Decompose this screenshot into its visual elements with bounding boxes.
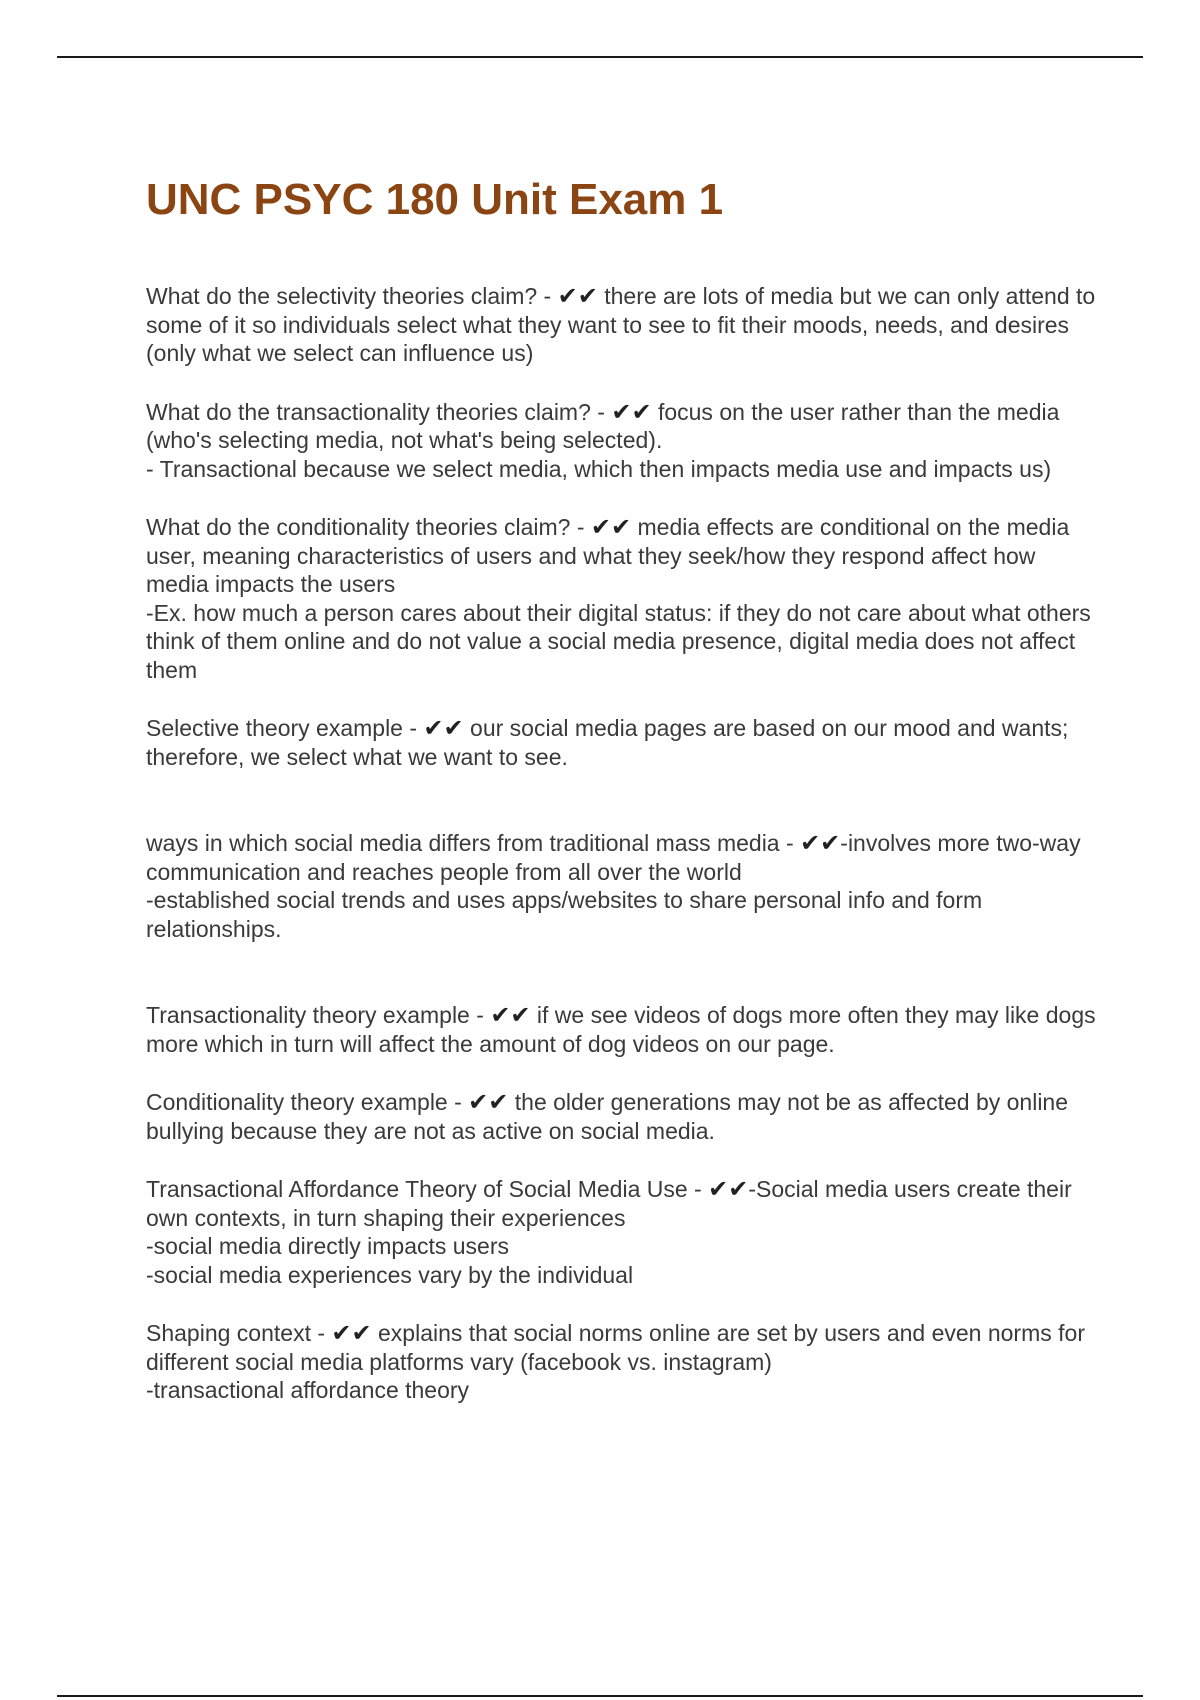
separator: - — [537, 283, 558, 309]
double-check-icon: ✔✔ — [423, 714, 464, 742]
flashcard-entry — [146, 1001, 1096, 1058]
separator: - — [447, 1089, 469, 1115]
document-body — [146, 170, 1096, 1405]
document-title: UNC PSYC 180 Unit Exam 1 — [146, 175, 724, 224]
answer-text: our social media pages are based on our mood and wants; therefore, we select what we want to see. — [146, 715, 1069, 770]
flashcard-entry — [146, 829, 1096, 943]
answer-text: if we see videos of dogs more often they may like dogs more which in turn will affect the amount of dog videos on our page. — [146, 1002, 1096, 1057]
double-check-icon: ✔✔ — [331, 1319, 372, 1347]
answer-line: -Ex. how much a person cares about their digital status: if they do not care about what others think of them online and do not value a social media presence, digital media does not affect them — [146, 599, 1091, 683]
double-check-icon: ✔✔ — [611, 397, 652, 426]
answer-text: media effects are conditional on the media user, meaning characteristics of users and what they seek/how they respond affect how media impacts the users — [146, 514, 1070, 597]
flashcard-entry — [146, 513, 1096, 684]
answer-text: focus on the user rather than the media (who's selecting media, not what's being selected). — [146, 398, 1060, 453]
double-check-icon: ✔✔ — [800, 829, 841, 857]
term-text: ways in which social media differs from traditional mass media — [146, 830, 780, 856]
flashcard-entry — [146, 282, 1096, 368]
double-check-icon: ✔✔ — [708, 1175, 749, 1203]
separator: - — [687, 1176, 709, 1202]
answer-text: -involves more two-way communication and reaches people from all over the world — [146, 830, 1081, 885]
term-text: Transactionality theory example — [146, 1002, 470, 1028]
separator: - — [570, 514, 591, 540]
answer-line: - Transactional because we select media, which then impacts media use and impacts us) — [146, 455, 1052, 482]
flashcard-list — [146, 282, 1096, 1405]
answer-text: -Social media users create their own contexts, in turn shaping their experiences — [146, 1176, 1072, 1231]
bottom-rule — [57, 1695, 1143, 1697]
double-check-icon: ✔✔ — [490, 1001, 531, 1029]
top-rule — [57, 56, 1143, 58]
term-text: What do the selectivity theories claim? — [146, 283, 538, 309]
term-text: What do the conditionality theories claim? — [146, 514, 571, 540]
answer-line: -transactional affordance theory — [146, 1377, 470, 1403]
flashcard-entry — [146, 1175, 1096, 1289]
double-check-icon: ✔✔ — [557, 282, 598, 310]
separator: - — [310, 1320, 332, 1346]
double-check-icon: ✔✔ — [590, 513, 632, 541]
double-check-icon: ✔✔ — [468, 1088, 509, 1116]
term-text: Shaping context — [146, 1320, 311, 1346]
separator: - — [469, 1002, 491, 1028]
answer-line: -social media experiences vary by the individual — [146, 1261, 634, 1288]
term-text: Conditionality theory example — [146, 1089, 448, 1115]
answer-text: the older generations may not be as affected by online bullying because they are not as active on social media. — [146, 1089, 1069, 1144]
separator: - — [779, 830, 801, 856]
separator: - — [590, 398, 612, 425]
term-text: Selective theory example — [146, 715, 403, 741]
term-text: What do the transactionality theories claim? — [146, 398, 591, 425]
answer-text: there are lots of media but we can only attend to some of it so individuals select what they want to see to fit their moods, needs, and desires (only what we select can influence us) — [146, 283, 1096, 366]
flashcard-entry — [146, 1088, 1096, 1145]
term-text: Transactional Affordance Theory of Social Media Use — [146, 1176, 688, 1202]
answer-line: -social media directly impacts users — [146, 1233, 510, 1259]
separator: - — [402, 715, 424, 741]
answer-line: -established social trends and uses apps/websites to share personal info and form relationships. — [146, 887, 983, 942]
flashcard-entry — [146, 714, 1096, 771]
flashcard-entry — [146, 1319, 1096, 1405]
answer-text: explains that social norms online are set by users and even norms for different social media platforms vary (facebook vs. instagram) — [146, 1320, 1085, 1375]
flashcard-entry — [146, 398, 1096, 484]
